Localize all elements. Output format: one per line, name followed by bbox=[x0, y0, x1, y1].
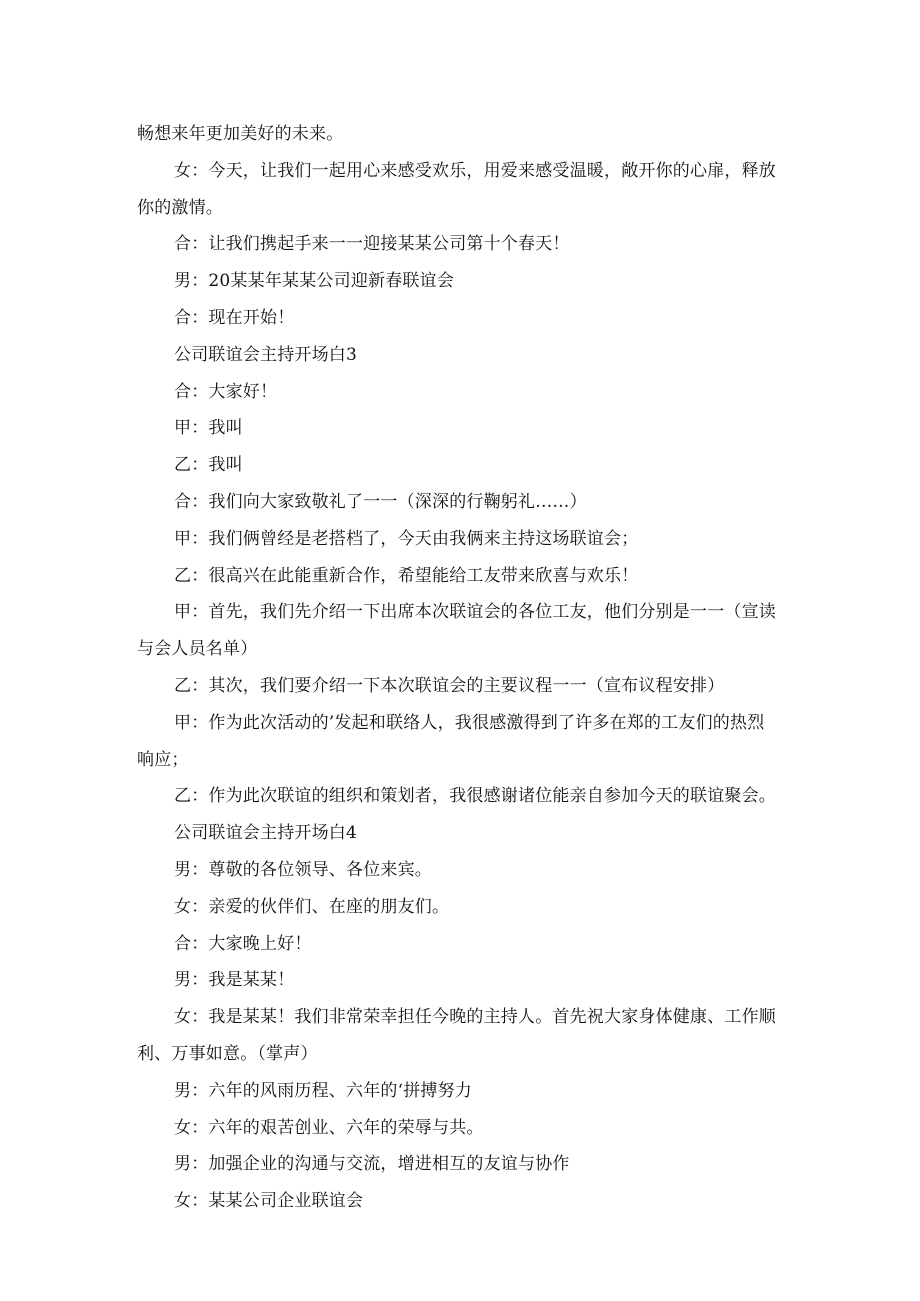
paragraph: 甲：我们俩曾经是老搭档了，今天由我俩来主持这场联谊会； bbox=[174, 528, 639, 549]
paragraph: 男：加强企业的沟通与交流，增进相互的友谊与协作 bbox=[174, 1154, 570, 1175]
paragraph: 女：今天，让我们一起用心来感受欢乐，用爱来感受温暖，敞开你的心扉，释放你的激情。 bbox=[137, 160, 776, 218]
paragraph: 甲：我叫 bbox=[174, 418, 243, 439]
paragraph: 合：我们向大家致敬礼了一一（深深的行鞠躬礼……） bbox=[174, 491, 587, 512]
paragraph: 女：我是某某！我们非常荣幸担任今晚的主持人。首先祝大家身体健康、工作顺利、万事如意。（掌声） bbox=[137, 1007, 776, 1064]
paragraph: 甲：作为此次活动的’发起和联络人，我很感激得到了许多在郑的工友们的热烈响应； bbox=[137, 712, 765, 770]
paragraph: 合：大家晚上好！ bbox=[174, 933, 312, 954]
paragraph: 男：20某某年某某公司迎新春联谊会 bbox=[174, 271, 455, 292]
paragraph: 合：让我们携起手来一一迎接某某公司第十个春天！ bbox=[174, 234, 570, 255]
paragraph: 女：六年的艰苦创业、六年的荣辱与共。 bbox=[174, 1117, 484, 1138]
paragraph: 女：亲爱的伙伴们、在座的朋友们。 bbox=[174, 896, 450, 917]
paragraph: 乙：很高兴在此能重新合作，希望能给工友带来欣喜与欢乐！ bbox=[174, 565, 639, 586]
paragraph: 男：我是某某！ bbox=[174, 970, 295, 991]
paragraph: 乙：作为此次联谊的组织和策划者，我很感谢诸位能亲自参加今天的联谊聚会。 bbox=[174, 786, 776, 807]
paragraph: 女：某某公司企业联谊会 bbox=[174, 1191, 364, 1212]
section-heading: 公司联谊会主持开场白3 bbox=[174, 344, 358, 365]
paragraph: 男：六年的风雨历程、六年的‘拼搏努力 bbox=[174, 1080, 473, 1101]
paragraph: 甲：首先，我们先介绍一下出席本次联谊会的各位工友，他们分别是一一（宣读与会人员名单） bbox=[137, 602, 776, 660]
document-body bbox=[137, 116, 777, 1220]
section-heading: 公司联谊会主持开场白4 bbox=[174, 823, 358, 844]
paragraph: 合：现在开始！ bbox=[174, 307, 295, 328]
paragraph: 乙：其次，我们要介绍一下本次联谊会的主要议程一一（宣布议程安排） bbox=[174, 675, 725, 696]
paragraph: 合：大家好！ bbox=[174, 381, 278, 402]
paragraph: 乙：我叫 bbox=[174, 455, 243, 476]
paragraph: 畅想来年更加美好的未来。 bbox=[137, 124, 344, 144]
paragraph: 男：尊敬的各位领导、各位来宾。 bbox=[174, 859, 432, 880]
